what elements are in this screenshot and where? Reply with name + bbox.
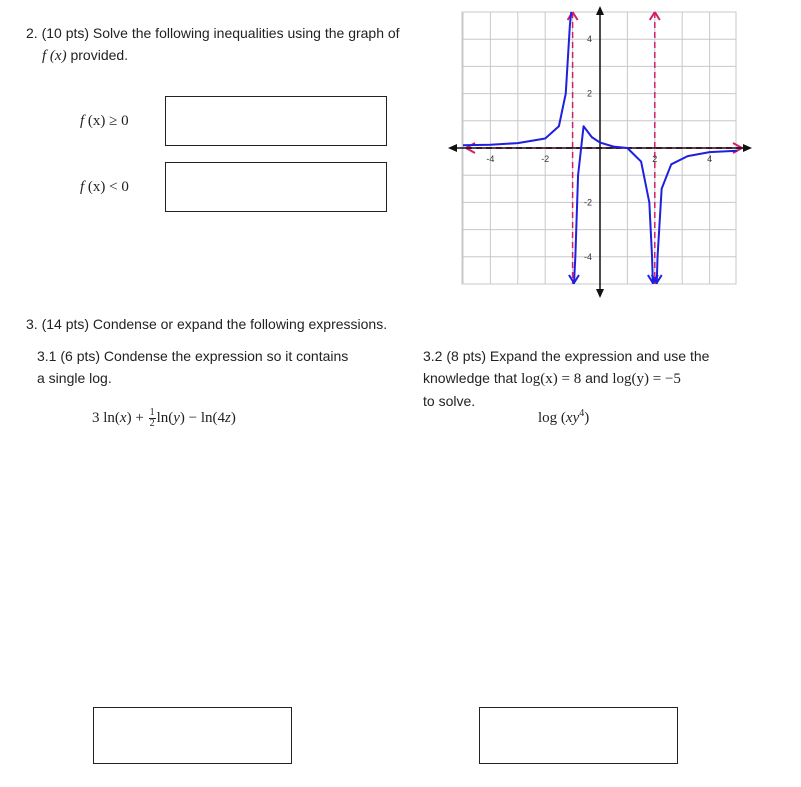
log-x-equals: log(x) = 8: [521, 371, 582, 387]
q3-part1-answer-box[interactable]: [93, 707, 292, 764]
inequality-2-label: [80, 179, 129, 196]
inequality-2-answer-box[interactable]: [165, 162, 387, 212]
q3-part1-line2: a single log.: [37, 370, 112, 386]
ineq1-rest: (x) ≥ 0: [84, 113, 129, 129]
expr2-log: log (: [538, 410, 566, 426]
curve-branch-1: [463, 12, 571, 145]
q2-title-line1: 2. (10 pts) Solve the following inequalities using the graph of: [26, 25, 400, 41]
expr1-a: 3 ln(: [92, 409, 120, 426]
q3-part2-line2: [423, 367, 763, 390]
q2-title-line2: [26, 44, 446, 67]
y-tick-label: 2: [586, 88, 592, 99]
expr2-close: ): [584, 410, 590, 426]
y-tick-label: -2: [583, 197, 592, 208]
inequality-1-label: [80, 113, 129, 130]
curve-branch-3: [657, 151, 737, 284]
expr2-exponent: 4: [579, 408, 585, 419]
q3-part2-and: and: [581, 370, 613, 386]
q3-part2-knowledge: knowledge that: [423, 370, 522, 386]
x-tick-label: -2: [541, 154, 550, 164]
q2-fx: f (x): [42, 48, 67, 64]
inequality-1-answer-box[interactable]: [165, 96, 387, 146]
y-axis-arrow-top: [596, 6, 604, 15]
log-y-equals: log(y) = −5: [612, 371, 681, 387]
frac-numerator: 1: [149, 407, 155, 418]
y-axis-arrow-bottom: [596, 289, 604, 298]
x-tick-label: 4: [707, 154, 713, 164]
q2-provided: provided.: [66, 47, 129, 63]
x-tick-label: 2: [652, 154, 658, 164]
x-tick-label: -4: [486, 154, 495, 164]
x-axis-arrow-left: [448, 144, 457, 152]
expr1-d: ) − ln(4: [179, 409, 226, 426]
one-half-fraction: [149, 408, 156, 429]
expr1-b: ) +: [126, 409, 148, 426]
expr1-e: ): [230, 409, 236, 426]
expr1-y: y: [173, 409, 180, 426]
y-tick-label: 4: [586, 34, 592, 45]
q3-part2-line3: to solve.: [423, 393, 476, 409]
expr2-xy: xy: [565, 410, 580, 426]
q3-part1-line1: 3.1 (6 pts) Condense the expression so it contains: [37, 348, 349, 364]
expr1-c: ln(: [156, 409, 174, 426]
q3-part2-prompt: [423, 345, 763, 412]
ineq1-f: f: [80, 113, 85, 129]
q3-part2-line1: 3.2 (8 pts) Expand the expression and use the: [423, 348, 710, 364]
frac-denominator: 2: [149, 418, 155, 429]
q2-title: [26, 22, 446, 67]
expr1-x: x: [119, 409, 127, 426]
ineq2-rest: (x) < 0: [84, 179, 129, 195]
ineq2-f: f: [80, 179, 85, 195]
q3-part2-expression: [538, 408, 589, 427]
x-axis-arrow-right: [743, 144, 752, 152]
q3-part1-expression: [92, 408, 236, 429]
expr1-z: z: [225, 409, 231, 426]
q3-part2-answer-box[interactable]: [479, 707, 678, 764]
q3-title: 3. (14 pts) Condense or expand the following expressions.: [26, 316, 388, 332]
q3-part1-prompt: [37, 345, 397, 389]
y-tick-label: -4: [583, 251, 592, 262]
function-graph: [448, 6, 758, 302]
